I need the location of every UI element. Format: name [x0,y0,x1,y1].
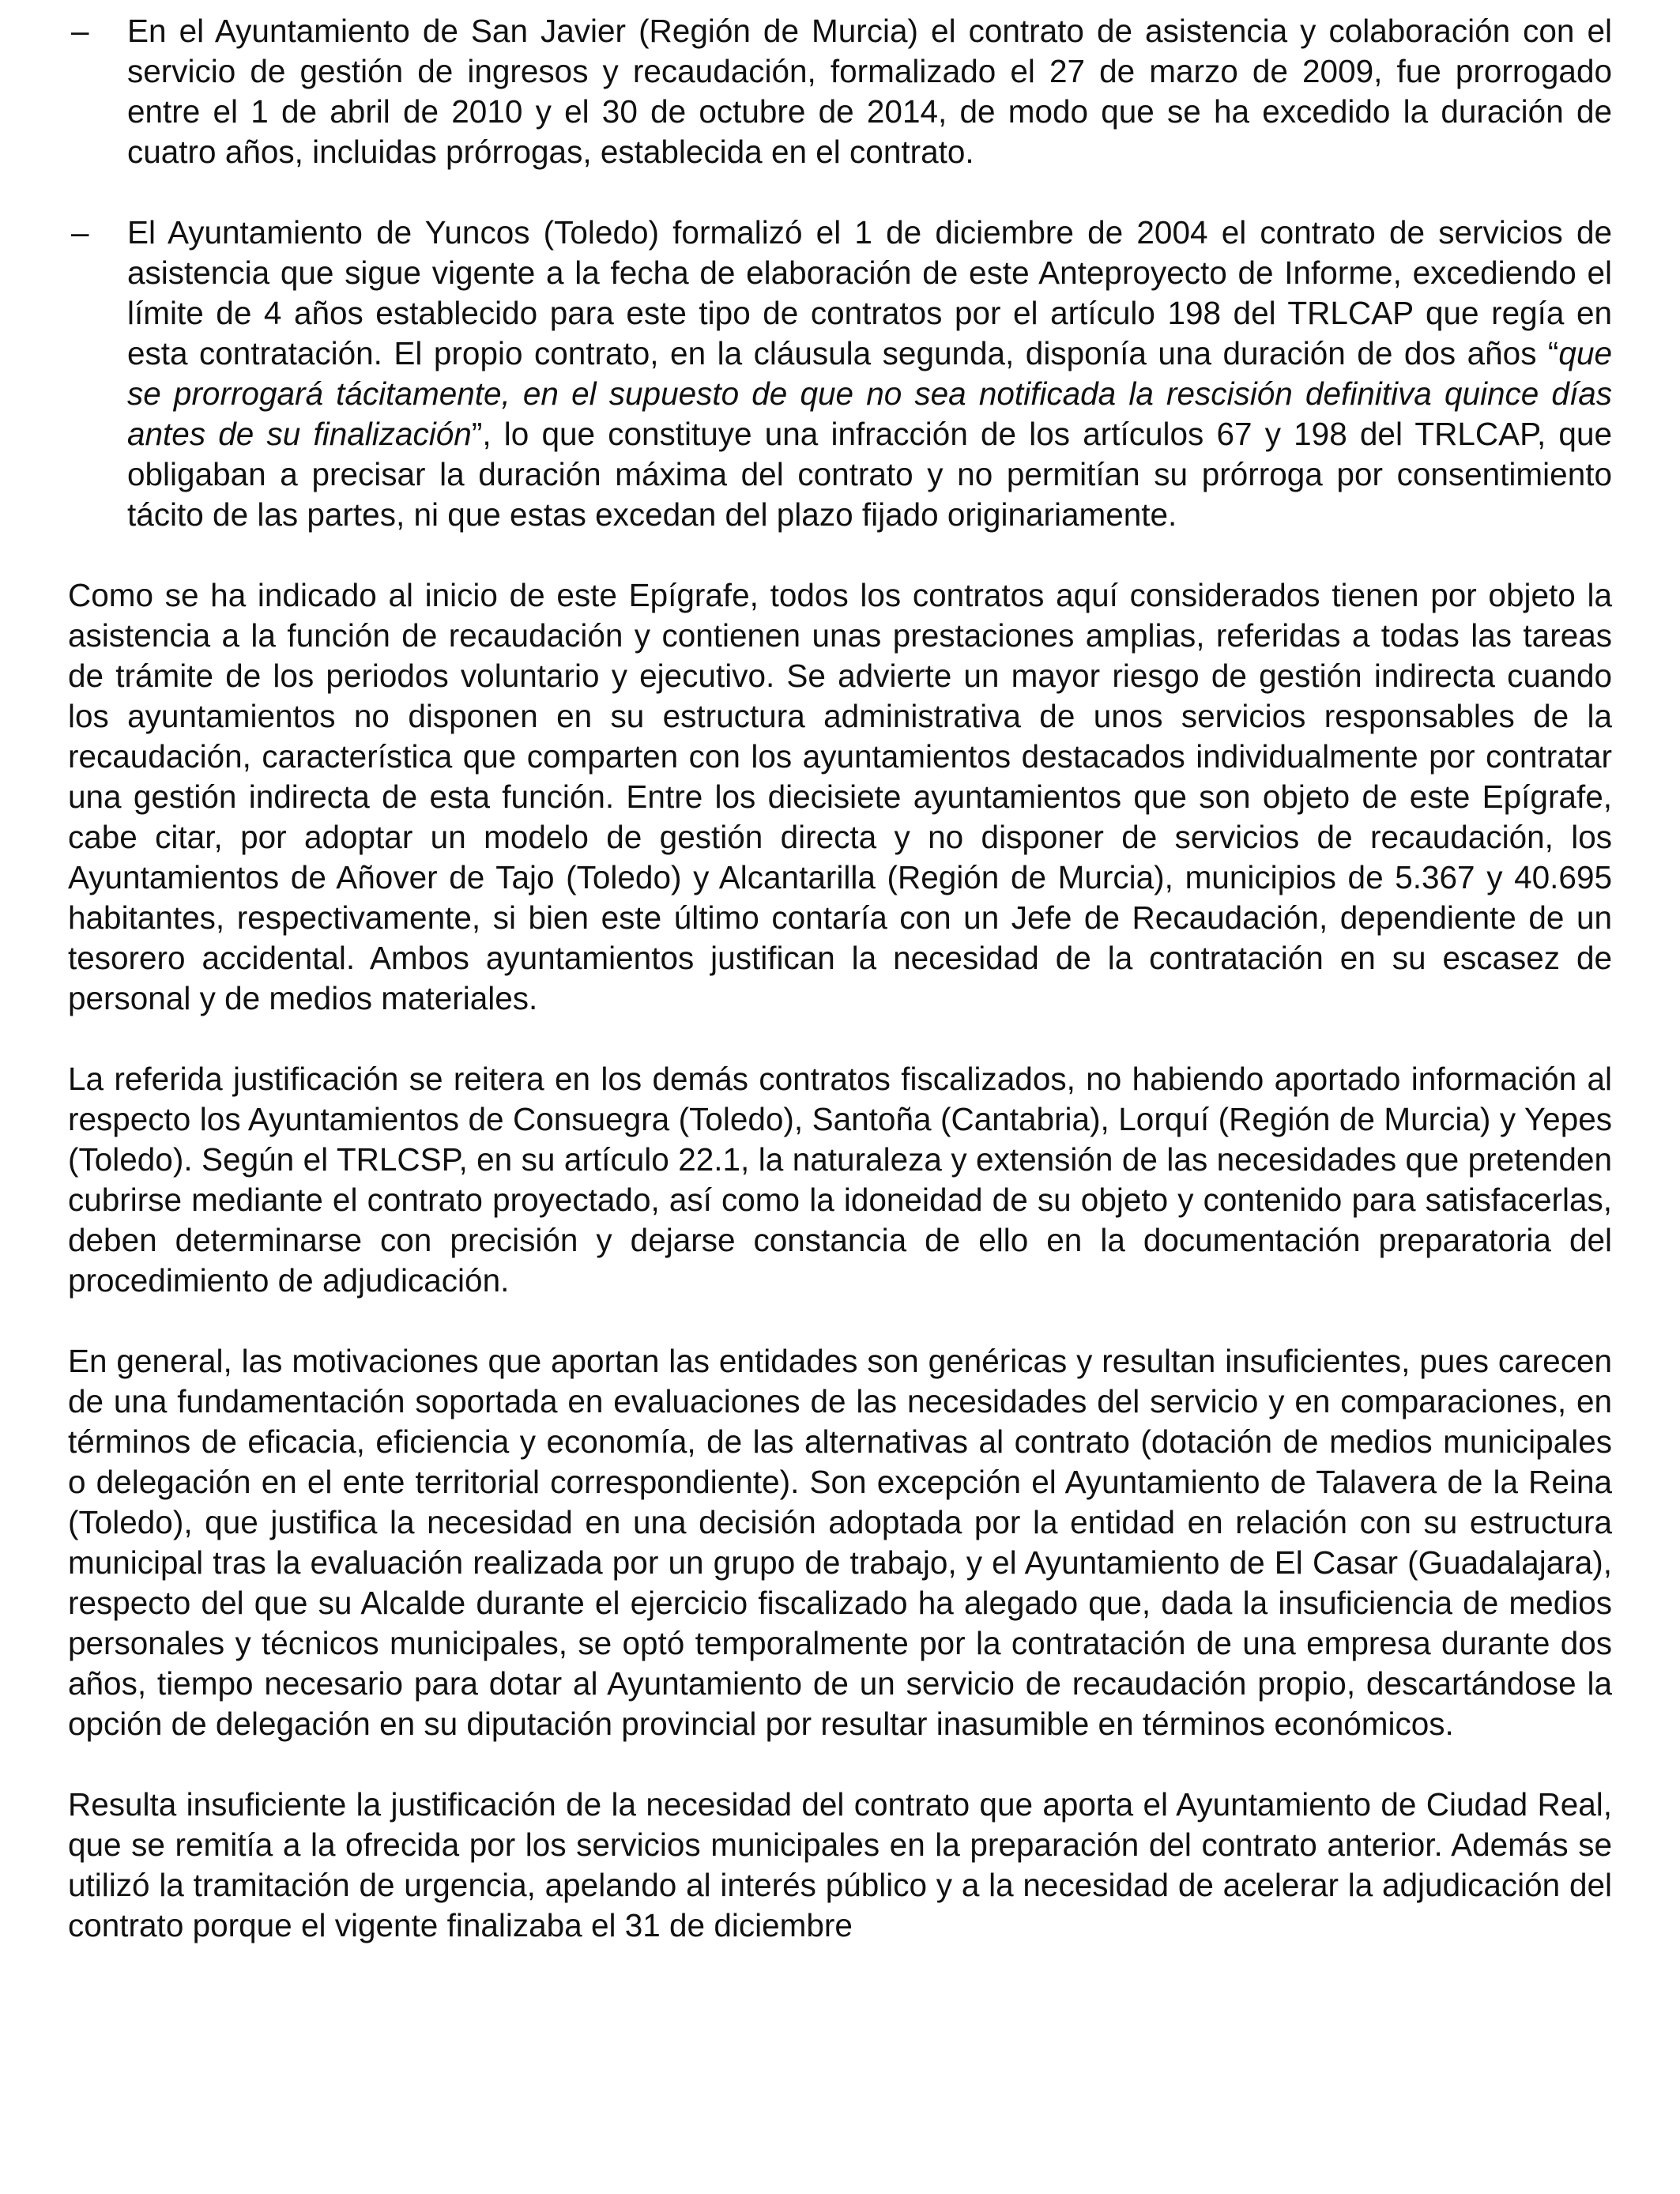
paragraph-justificacion: La referida justificación se reitera en los demás contratos fiscalizados, no habiendo aportado información al respecto los Ayuntamientos de Consuegra (Toledo), Santoña (Cantabria), Lorquí (Región de Murcia) y Yepes (Toledo). Según el TRLCSP, en su artículo 22.1, la naturaleza y extensión de las necesidades que pretenden cubrirse mediante el contrato proyectado, así como la idoneidad de su objeto y contenido para satisfacerlas, deben determinarse con precisión y dejarse constancia de ello en la documentación preparatoria del procedimiento de adjudicación. [68,1061,1612,1299]
bullet-item-yuncos [68,213,1612,535]
bullet-dash: – [71,214,89,251]
paragraph-ciudad-real: Resulta insuficiente la justificación de la necesidad del contrato que aporta el Ayuntamiento de Ciudad Real, que se remitía a la ofrecida por los servicios municipales en la preparación del contrato anterior. Además se utilizó la tramitación de urgencia, apelando al interés público y a la necesidad de acelerar la adjudicación del contrato porque el vigente finalizaba el 31 de diciembre [68,1786,1612,1943]
paragraph-motivaciones: En general, las motivaciones que aportan las entidades son genéricas y resultan insuficientes, pues carecen de una fundamentación soportada en evaluaciones de las necesidades del servicio y en comparaciones, en términos de eficacia, eficiencia y economía, de las alternativas al contrato (dotación de medios municipales o delegación en el ente territorial correspondiente). Son excepción el Ayuntamiento de Talavera de la Reina (Toledo), que justifica la necesidad en una decisión adoptada por la entidad en relación con su estructura municipal tras la evaluación realizada por un grupo de trabajo, y el Ayuntamiento de El Casar (Guadalajara), respecto del que su Alcalde durante el ejercicio fiscalizado ha alegado que, dada la insuficiencia de medios personales y técnicos municipales, se optó temporalmente por la contratación de una empresa durante dos años, tiempo necesario para dotar al Ayuntamiento de un servicio de recaudación propio, descartándose la opción de delegación en su diputación provincial por resultar inasumible en términos económicos. [68,1343,1612,1742]
bullet-dash: – [71,13,89,49]
paragraph-epigrafe: Como se ha indicado al inicio de este Epígrafe, todos los contratos aquí considerados tienen por objeto la asistencia a la función de recaudación y contienen unas prestaciones amplias, referidas a todas las tareas de trámite de los periodos voluntario y ejecutivo. Se advierte un mayor riesgo de gestión indirecta cuando los ayuntamientos no disponen en su estructura administrativa de unos servicios responsables de la recaudación, característica que comparten con los ayuntamientos destacados individualmente por contratar una gestión indirecta de esta función. Entre los diecisiete ayuntamientos que son objeto de este Epígrafe, cabe citar, por adoptar un modelo de gestión directa y no disponer de servicios de recaudación, los Ayuntamientos de Añover de Tajo (Toledo) y Alcantarilla (Región de Murcia), municipios de 5.367 y 40.695 habitantes, respectivamente, si bien este último contaría con un Jefe de Recaudación, dependiente de un tesorero accidental. Ambos ayuntamientos justifican la necesidad de la contratación en su escasez de personal y de medios materiales. [68,577,1612,1016]
bullet-item-san-javier [68,11,1612,172]
bullet-text-before: El Ayuntamiento de Yuncos (Toledo) formalizó el 1 de diciembre de 2004 el contrato de servicios de asistencia que sigue vigente a la fecha de elaboración de este Anteproyecto de Informe, excediendo el límite de 4 años establecido para este tipo de contratos por el artículo 198 del TRLCAP que regía en esta contratación. El propio contrato, en la cláusula segunda, disponía una duración de dos años “ [127,214,1612,371]
document-page [68,11,1612,1946]
bullet-text: En el Ayuntamiento de San Javier (Región de Murcia) el contrato de asistencia y colaboración con el servicio de gestión de ingresos y recaudación, formalizado el 27 de marzo de 2009, fue prorrogado entre el 1 de abril de 2010 y el 30 de octubre de 2014, de modo que se ha excedido la duración de cuatro años, incluidas prórrogas, establecida en el contrato. [127,13,1612,170]
bullet-text-after: ”, lo que constituye una infracción de los artículos 67 y 198 del TRLCAP, que obligaban a precisar la duración máxima del contrato y no permitían su prórroga por consentimiento tácito de las partes, ni que estas excedan del plazo fijado originariamente. [127,416,1612,533]
bullet-text-quote: que se prorrogará tácitamente, en el supuesto de que no sea notificada la rescisión definitiva quince días antes de su finalización [127,335,1612,452]
